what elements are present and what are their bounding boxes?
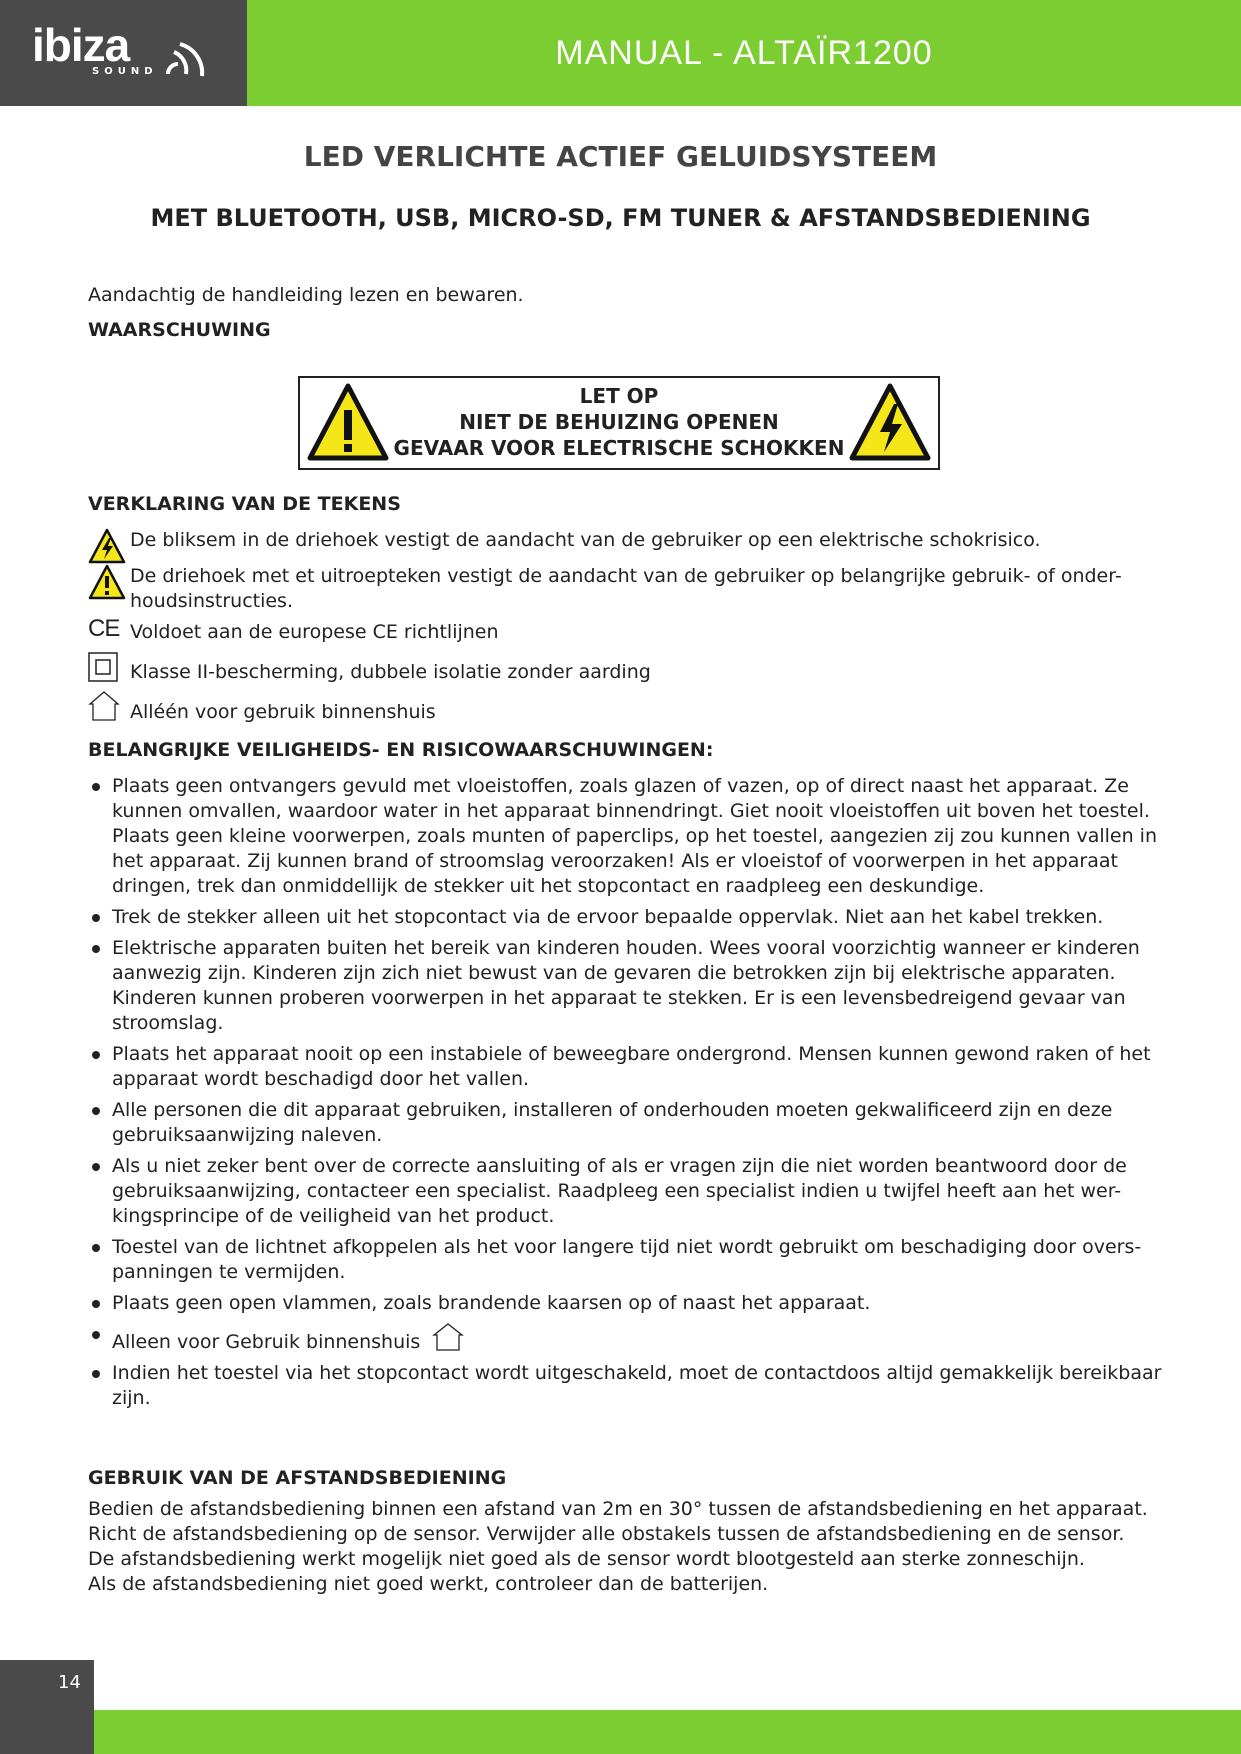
list-item: Plaats geen ontvangers gevuld met vloeistoffen, zoals glazen of vazen, op of direct naast het apparaat. Ze kunnen omvallen, waardoor water in het apparaat binnendringt. Giet nooit vloeistoffen uit boven het toestel. Plaats geen kleine voorwerpen, zoals munten of paperclips, op het toestel, aangezien zij zou kunnen vallen in het apparaat. Zij kunnen brand of stroomslag veroorzaken! Als er vloeistof of voorwerpen in het apparaat dringen, trek dan onmiddellijk de stekker uit het stopcontact en raadpleeg een deskundige. — [88, 774, 1168, 899]
remote-line-3: De afstandsbediening werkt mogelijk niet goed als de sensor wordt blootgesteld aan sterke zonneschijn. — [88, 1548, 1085, 1570]
logo — [0, 0, 247, 106]
warning-heading: WAARSCHUWING — [88, 319, 271, 341]
footer-bar — [94, 1710, 1241, 1754]
remote-line-1: Bedien de afstandsbediening binnen een afstand van 2m en 30° tussen de afstandsbediening en het apparaat. — [88, 1498, 1148, 1520]
safety-heading: BELANGRIJKE VEILIGHEIDS- EN RISICOWAARSCHUWINGEN: — [88, 739, 714, 761]
symbol-exclamation-text-2: houdsinstructies. — [130, 590, 293, 612]
remote-heading: GEBRUIK VAN DE AFSTANDSBEDIENING — [88, 1467, 507, 1489]
caution-line-2: NIET DE BEHUIZING OPENEN — [459, 410, 779, 434]
logo-subtext: SOUND — [92, 66, 158, 77]
page-number-box — [0, 1660, 94, 1754]
list-item: Elektrische apparaten buiten het bereik van kinderen houden. Wees vooral voorzichtig wanneer er kinderen aanwezig zijn. Kinderen zijn zich niet bewust van de gevaren die betrokken zijn bij elektrische apparaten. Kinderen kunnen proberen voorwerpen in het apparaat te stekken. Er is een levensbedreigend gevaar van stroomslag. — [88, 936, 1168, 1036]
list-item: Alle personen die dit apparaat gebruiken, installeren of onderhouden moeten gekwalificeerd zijn en deze gebruiksaanwijzing naleven. — [88, 1098, 1168, 1148]
indoor-house-icon — [88, 690, 120, 722]
caution-line-3: GEVAAR VOOR ELECTRISCHE SCHOKKEN — [393, 436, 845, 460]
symbol-ce-text: Voldoet aan de europese CE richtlijnen — [130, 621, 499, 643]
list-item-text: Alleen voor Gebruik binnenshuis — [112, 1331, 421, 1353]
page-number: 14 — [58, 1672, 81, 1693]
list-item: Als u niet zeker bent over de correcte aansluiting of als er vragen zijn die niet worden beantwoord door de gebruiksaanwijzing, contacteer een specialist. Raadpleeg een specialist indien u twijfel heeft aan het wer-kingsprincipe of de veiligheid van het product. — [88, 1154, 1168, 1229]
safety-list — [88, 774, 1168, 1417]
logo-text: ibiza — [32, 19, 130, 71]
list-item: Toestel van de lichtnet afkoppelen als het voor langere tijd niet wordt gebruikt om beschadiging door overs-panningen te vermijden. — [88, 1235, 1168, 1285]
symbols-heading: VERKLARING VAN DE TEKENS — [88, 493, 401, 515]
lightning-triangle-icon — [88, 528, 126, 564]
caution-line-1: LET OP — [579, 384, 659, 408]
ce-mark-icon: CE — [88, 615, 120, 642]
remote-line-4: Als de afstandsbediening niet goed werkt, controleer dan de batterijen. — [88, 1573, 769, 1595]
indoor-house-icon — [432, 1322, 464, 1352]
list-item — [88, 1322, 1168, 1355]
class-ii-insulation-icon — [88, 652, 118, 682]
symbol-lightning-text: De bliksem in de driehoek vestigt de aandacht van de gebruiker op een elektrische schokrisico. — [130, 529, 1041, 551]
list-item: Plaats het apparaat nooit op een instabiele of beweegbare ondergrond. Mensen kunnen gewond raken of het apparaat wordt beschadigd door het vallen. — [88, 1042, 1168, 1092]
symbol-exclamation-text-1: De driehoek met et uitroepteken vestigt de aandacht van de gebruiker op belangrijke gebruik- of onder- — [130, 565, 1122, 587]
page-subtitle: MET BLUETOOTH, USB, MICRO-SD, FM TUNER & AFSTANDSBEDIENING — [150, 204, 1091, 232]
sound-waves-icon — [162, 30, 212, 80]
symbol-indoor-text: Alléén voor gebruik binnenshuis — [130, 701, 436, 723]
list-item: Indien het toestel via het stopcontact wordt uitgeschakeld, moet de contactdoos altijd gemakkelijk bereikbaar zijn. — [88, 1361, 1168, 1411]
page-header — [0, 0, 1241, 106]
caution-box — [298, 376, 940, 470]
symbol-class2-text: Klasse II-bescherming, dubbele isolatie zonder aarding — [130, 661, 651, 683]
lightning-triangle-icon — [848, 382, 932, 464]
exclamation-triangle-icon — [88, 564, 126, 600]
header-title-bar — [247, 0, 1241, 106]
remote-line-2: Richt de afstandsbediening op de sensor. Verwijder alle obstakels tussen de afstandsbediening en de sensor. — [88, 1523, 1125, 1545]
list-item: Trek de stekker alleen uit het stopcontact via de ervoor bepaalde oppervlak. Niet aan het kabel trekken. — [88, 905, 1168, 930]
manual-title: MANUAL - ALTAÏR1200 — [555, 34, 933, 72]
intro-text: Aandachtig de handleiding lezen en bewaren. — [88, 284, 524, 306]
list-item: Plaats geen open vlammen, zoals brandende kaarsen op of naast het apparaat. — [88, 1291, 1168, 1316]
page-title: LED VERLICHTE ACTIEF GELUIDSYSTEEM — [303, 140, 938, 173]
